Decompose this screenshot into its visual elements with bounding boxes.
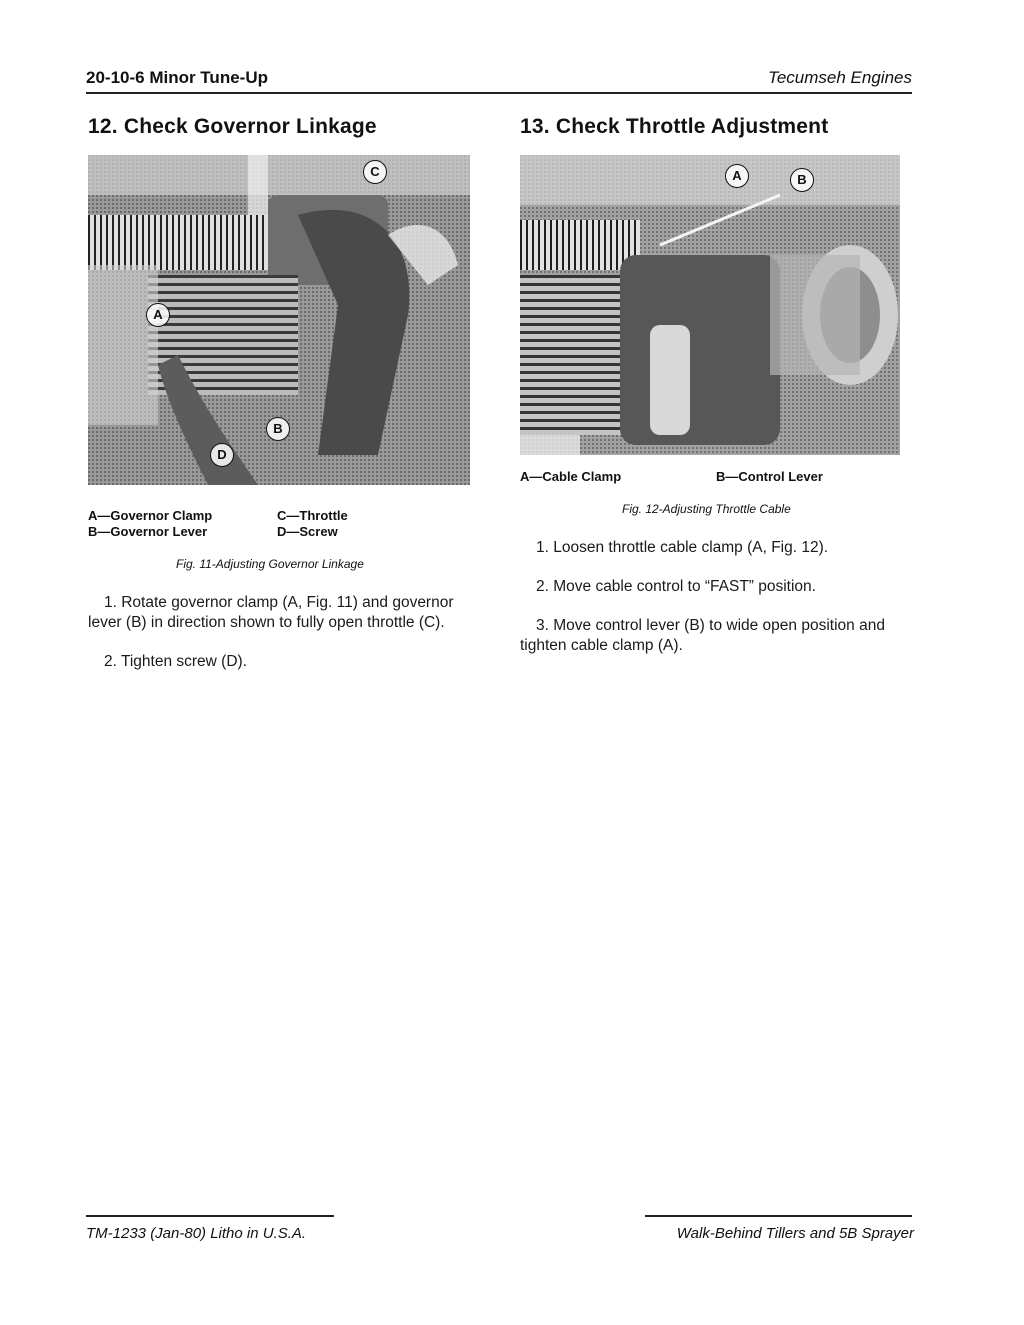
footer-document-id: TM-1233 (Jan-80) Litho in U.S.A. [86, 1225, 307, 1242]
throttle-photo-illustration [520, 155, 900, 455]
callout-a: A [725, 164, 749, 188]
throttle-adjustment-photo [520, 155, 900, 455]
step-13-2: 2. Move cable control to “FAST” position. [536, 578, 816, 595]
legend-cable-clamp: A—Cable Clamp [520, 469, 622, 484]
footer-manual-title: Walk-Behind Tillers and 5B Sprayer [676, 1225, 914, 1242]
step-13-3: 3. Move control lever (B) to wide open position and tighten cable clamp (A). [520, 617, 885, 654]
step-13-1: 1. Loosen throttle cable clamp (A, Fig. 12). [536, 539, 829, 556]
governor-linkage-photo [88, 155, 470, 485]
legend-control-lever: B—Control Lever [716, 469, 823, 484]
header-divider [86, 92, 912, 94]
step-12-2: 2. Tighten screw (D). [104, 653, 247, 670]
step-12-1: 1. Rotate governor clamp (A, Fig. 11) and governor lever (B) in direction shown to fully open throttle (C). [88, 594, 454, 631]
legend-screw: D—Screw [277, 524, 338, 539]
callout-d: D [210, 443, 234, 467]
section-13-title: 13. Check Throttle Adjustment [520, 115, 829, 138]
callout-c: C [363, 160, 387, 184]
legend-throttle: C—Throttle [277, 508, 348, 523]
callout-b: B [790, 168, 814, 192]
callout-a: A [146, 303, 170, 327]
figure-12-caption: Fig. 12-Adjusting Throttle Cable [622, 502, 791, 516]
section-12-title: 12. Check Governor Linkage [88, 115, 377, 138]
footer-right-divider [645, 1215, 912, 1217]
callout-b: B [266, 417, 290, 441]
legend-governor-clamp: A—Governor Clamp [88, 508, 213, 523]
footer-left-divider [86, 1215, 334, 1217]
page-number-title: 20-10-6 Minor Tune-Up [86, 68, 268, 87]
legend-governor-lever: B—Governor Lever [88, 524, 208, 539]
manual-section-title: Tecumseh Engines [768, 68, 912, 87]
figure-11-caption: Fig. 11-Adjusting Governor Linkage [176, 557, 364, 571]
